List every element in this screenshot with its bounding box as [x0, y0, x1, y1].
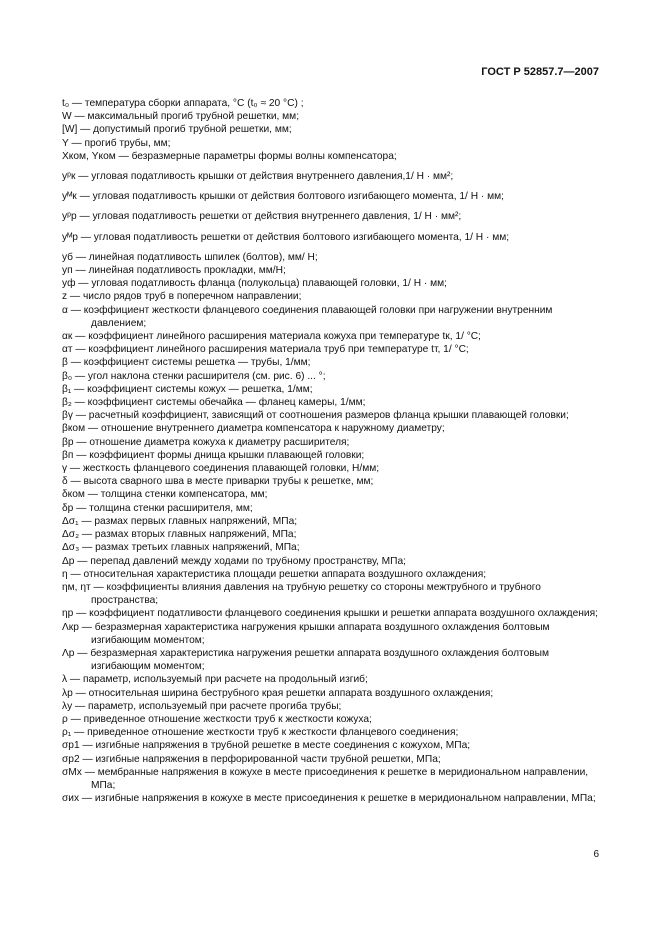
- list-item: z — число рядов труб в поперечном направлении;: [62, 291, 302, 303]
- list-item: ηм, ηт — коэффициенты влияния давления на трубную решетку со стороны межтрубного и трубного пространства;: [62, 581, 541, 607]
- list-item: δр — толщина стенки расширителя, мм;: [62, 502, 253, 514]
- list-item: Δσ₂ — размах вторых главных напряжений, МПа;: [62, 529, 297, 541]
- list-item: yᴹр — угловая податливость решетки от действия болтового изгибающего момента, 1/ Н · мм;: [62, 231, 510, 243]
- symbol-list: [62, 97, 599, 805]
- list-item: γ — жесткость фланцевого соединения плавающей головки, Н/мм;: [62, 463, 380, 475]
- list-item: ρ — приведенное отношение жесткости труб к жесткости кожуха;: [62, 713, 372, 725]
- list-item: Δσ₃ — размах третьих главных напряжений, МПа;: [62, 542, 300, 554]
- list-item: Y — прогиб трубы, мм;: [62, 137, 171, 149]
- list-item: β₀ — угол наклона стенки расширителя (см. рис. 6) ... °;: [62, 370, 326, 382]
- list-item: yф — угловая податливость фланца (полукольца) плавающей головки, 1/ Н · мм;: [62, 278, 447, 290]
- list-item: Δσ₁ — размах первых главных напряжений, МПа;: [62, 515, 298, 527]
- list-item: Λкр — безразмерная характеристика нагружения крышки аппарата воздушного охлаждения болтовым изгибающим моментом;: [62, 621, 550, 646]
- list-item: Δp — перепад давлений между ходами по трубному пространству, МПа;: [62, 555, 406, 567]
- list-item: δ — высота сварного шва в месте приварки трубы к решетке, мм;: [62, 476, 374, 488]
- list-item: β₁ — коэффициент системы кожух — решетка, 1/мм;: [62, 383, 313, 395]
- list-item: δком — толщина стенки компенсатора, мм;: [62, 489, 268, 501]
- standard-header: ГОСТ Р 52857.7—2007: [481, 66, 599, 78]
- list-item: αк — коэффициент линейного расширения материала кожуха при температуре tк, 1/ °С;: [62, 331, 481, 343]
- list-item: ηр — коэффициент податливости фланцевого соединения крышки и решетки аппарата воздушного охлаждения;: [62, 608, 598, 620]
- list-item: σих — изгибные напряжения в кожухе в месте присоединения к решетке в меридиональном направлении, МПа;: [62, 793, 596, 805]
- list-item: αт — коэффициент линейного расширения материала труб при температуре tт, 1/ °С;: [62, 344, 469, 356]
- list-item: yᵖк — угловая податливость крышки от действия внутреннего давления,1/ Н · мм²;: [62, 171, 454, 183]
- list-item: βγ — расчетный коэффициент, зависящий от соотношения размеров фланца крышки плавающей головки;: [62, 410, 569, 422]
- list-item: η — относительная характеристика площади решетки аппарата воздушного охлаждения;: [62, 568, 487, 580]
- list-item: yᴹк — угловая податливость крышки от действия болтового изгибающего момента, 1/ Н · мм;: [62, 191, 504, 203]
- list-item: ρ₁ — приведенное отношение жесткости труб к жесткости фланцевого соединения;: [62, 727, 459, 739]
- list-item: [W] — допустимый прогиб трубной решетки, мм;: [62, 124, 292, 136]
- list-item: α — коэффициент жесткости фланцевого соединения плавающей головки при нагружении внутренним давлением;: [62, 304, 553, 329]
- list-item: βр — отношение диаметра кожуха к диаметру расширителя;: [62, 436, 350, 448]
- list-item: βком — отношение внутреннего диаметра компенсатора к наружному диаметру;: [62, 423, 445, 435]
- list-item: W — максимальный прогиб трубной решетки, мм;: [62, 111, 300, 123]
- list-item: σр2 — изгибные напряжения в перфорированной части трубной решетки, МПа;: [62, 753, 441, 765]
- list-item: yᵖр — угловая податливость решетки от действия внутреннего давления, 1/ Н · мм²;: [62, 211, 462, 223]
- list-item: t₀ — температура сборки аппарата, °С (t₀ ≈ 20 °С) ;: [62, 98, 304, 109]
- list-item: yб — линейная податливость шпилек (болтов), мм/ Н;: [62, 251, 318, 263]
- list-item: λр — относительная ширина беструбного края решетки аппарата воздушного охлаждения;: [62, 687, 494, 699]
- list-item: βп — коэффициент формы днища крышки плавающей головки;: [62, 449, 365, 461]
- list-item: λу — параметр, используемый при расчете прогиба трубы;: [62, 700, 342, 712]
- list-item: σр1 — изгибные напряжения в трубной решетке в месте соединения с кожухом, МПа;: [62, 740, 471, 752]
- list-item: Λр — безразмерная характеристика нагружения решетки аппарата воздушного охлаждения болтовым изгибающим моментом;: [62, 647, 549, 673]
- list-item: β₂ — коэффициент системы обечайка — фланец камеры, 1/мм;: [62, 397, 366, 409]
- list-item: Xком, Yком — безразмерные параметры формы волны компенсатора;: [62, 150, 397, 162]
- list-item: β — коэффициент системы решетка — трубы, 1/мм;: [62, 357, 311, 369]
- list-item: λ — параметр, используемый при расчете на продольный изгиб;: [62, 674, 368, 686]
- list-item: σМх — мембранные напряжения в кожухе в месте присоединения к решетке в меридиональном направлении, МПа;: [62, 766, 589, 791]
- list-item: yп — линейная податливость прокладки, мм/Н;: [62, 265, 286, 277]
- page-number: 6: [593, 849, 599, 860]
